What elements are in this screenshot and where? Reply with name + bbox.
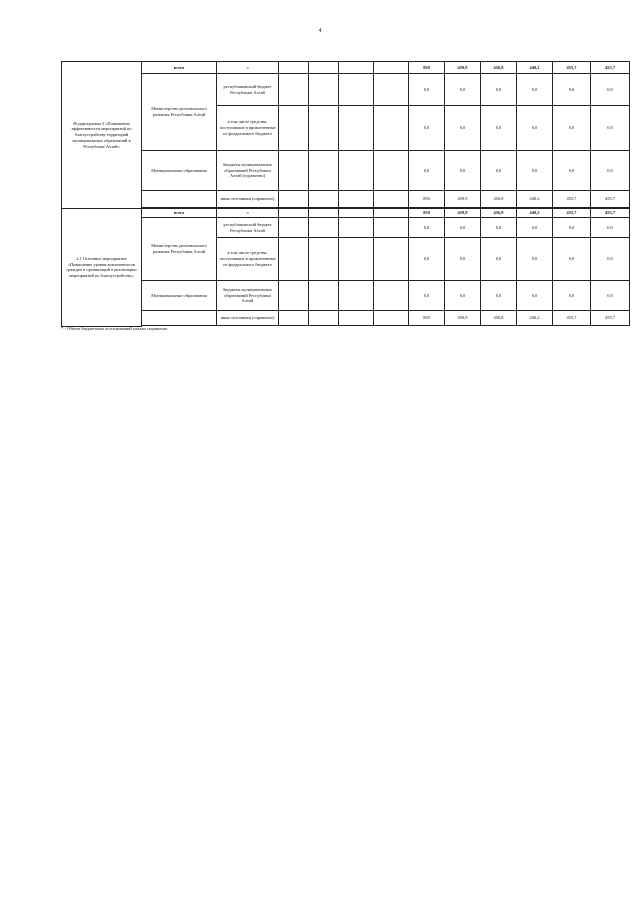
value-cell: 459,9 xyxy=(445,311,481,326)
source-label: бюджеты муниципальных образований Республики Алтай xyxy=(217,281,279,311)
table-row xyxy=(62,62,630,74)
org-cell: Министерство регионального развития Республики Алтай xyxy=(142,218,217,281)
value-cell: 0,0 xyxy=(553,281,591,311)
value-cell: 0,0 xyxy=(517,238,553,281)
value-cell: 0,0 xyxy=(409,238,445,281)
value-cell: 456,8 xyxy=(481,209,517,218)
value-cell: 456,8 xyxy=(481,191,517,208)
value-cell: 459,9 xyxy=(445,209,481,218)
unit-cell: л xyxy=(217,209,279,218)
measure-title: 2.1 Основное мероприятие «Повышение уровня вовлеченности граждан и организаций в реализацию мероприятий по благоустройству» xyxy=(62,209,142,327)
value-cell: 455,7 xyxy=(591,311,630,326)
value-cell: 455,7 xyxy=(553,191,591,208)
value-cell: 456,8 xyxy=(481,62,517,74)
value-cell: 440,2 xyxy=(517,209,553,218)
row-label-total: всего xyxy=(142,62,217,74)
table-row xyxy=(62,281,630,311)
table-row xyxy=(62,74,630,106)
value-cell: 0,0 xyxy=(591,218,630,238)
value-cell: 0,0 xyxy=(553,74,591,106)
row-label-total: всего xyxy=(142,209,217,218)
value-cell: 440,2 xyxy=(517,311,553,326)
value-cell: 455,7 xyxy=(553,311,591,326)
value-cell: 0,0 xyxy=(517,281,553,311)
value-cell: 455,7 xyxy=(591,62,630,74)
footnote: * - Объем бюджетных ассигнований указан справочно. xyxy=(61,326,169,331)
value-cell: 440,2 xyxy=(517,191,553,208)
value-cell: 0,0 xyxy=(517,74,553,106)
value-cell: 850 xyxy=(409,62,445,74)
value-cell: 850 xyxy=(409,191,445,208)
value-cell: 850 xyxy=(409,209,445,218)
value-cell: 850 xyxy=(409,311,445,326)
org-cell: Муниципальные образования xyxy=(142,281,217,311)
value-cell: 455,7 xyxy=(553,62,591,74)
value-cell: 0,0 xyxy=(517,106,553,151)
table-row xyxy=(62,218,630,238)
value-cell: 0,0 xyxy=(553,218,591,238)
value-cell: 0,0 xyxy=(481,106,517,151)
org-cell: Муниципальные образования xyxy=(142,151,217,191)
value-cell: 0,0 xyxy=(591,238,630,281)
value-cell: 0,0 xyxy=(591,74,630,106)
value-cell: 455,7 xyxy=(591,191,630,208)
value-cell: 455,7 xyxy=(591,209,630,218)
value-cell: 0,0 xyxy=(445,281,481,311)
value-cell: 0,0 xyxy=(553,151,591,191)
value-cell: 0,0 xyxy=(591,106,630,151)
budget-table xyxy=(61,61,630,327)
page-number: 4 xyxy=(318,28,322,34)
source-label: в том числе средства, поступившие в привлеченные из федерального бюджета xyxy=(217,106,279,151)
value-cell: 0,0 xyxy=(517,151,553,191)
value-cell: 455,7 xyxy=(553,209,591,218)
value-cell: 0,0 xyxy=(481,281,517,311)
value-cell: 0,0 xyxy=(445,74,481,106)
value-cell: 0,0 xyxy=(445,238,481,281)
value-cell: 0,0 xyxy=(591,281,630,311)
subprogram-title: Подпрограмма 2 «Повышение эффективности мероприятий по благоустройству территорий муниципальных образований в Республике Алтай» xyxy=(62,62,142,209)
value-cell: 440,2 xyxy=(517,62,553,74)
value-cell: 456,8 xyxy=(481,311,517,326)
source-label: в том числе средства, поступившие в привлеченные из федерального бюджета xyxy=(217,238,279,281)
value-cell: 0,0 xyxy=(409,218,445,238)
value-cell: 0,0 xyxy=(409,106,445,151)
table-row xyxy=(62,151,630,191)
value-cell: 0,0 xyxy=(517,218,553,238)
org-cell: Министерство регионального развития Республики Алтай xyxy=(142,74,217,151)
value-cell: 0,0 xyxy=(553,106,591,151)
value-cell: 0,0 xyxy=(409,281,445,311)
source-label: бюджеты муниципальных образований Республики Алтай (справочно) xyxy=(217,151,279,191)
table-row xyxy=(62,311,630,326)
value-cell: 0,0 xyxy=(553,238,591,281)
source-label: иные источники (справочно) xyxy=(217,311,279,326)
source-label: иные источники (справочно) xyxy=(217,191,279,208)
value-cell: 0,0 xyxy=(481,218,517,238)
value-cell: 0,0 xyxy=(481,151,517,191)
value-cell: 0,0 xyxy=(481,238,517,281)
source-label: республиканский бюджет Республики Алтай xyxy=(217,218,279,238)
value-cell: 0,0 xyxy=(591,151,630,191)
value-cell: 459,9 xyxy=(445,62,481,74)
unit-cell: л xyxy=(217,62,279,74)
source-label: республиканский бюджет Республики Алтай xyxy=(217,74,279,106)
value-cell: 0,0 xyxy=(409,151,445,191)
value-cell: 0,0 xyxy=(409,74,445,106)
table-row xyxy=(62,209,630,218)
value-cell: 0,0 xyxy=(445,106,481,151)
table-row xyxy=(62,191,630,208)
value-cell: 0,0 xyxy=(481,74,517,106)
value-cell: 0,0 xyxy=(445,218,481,238)
value-cell: 0,0 xyxy=(445,151,481,191)
value-cell: 459,9 xyxy=(445,191,481,208)
